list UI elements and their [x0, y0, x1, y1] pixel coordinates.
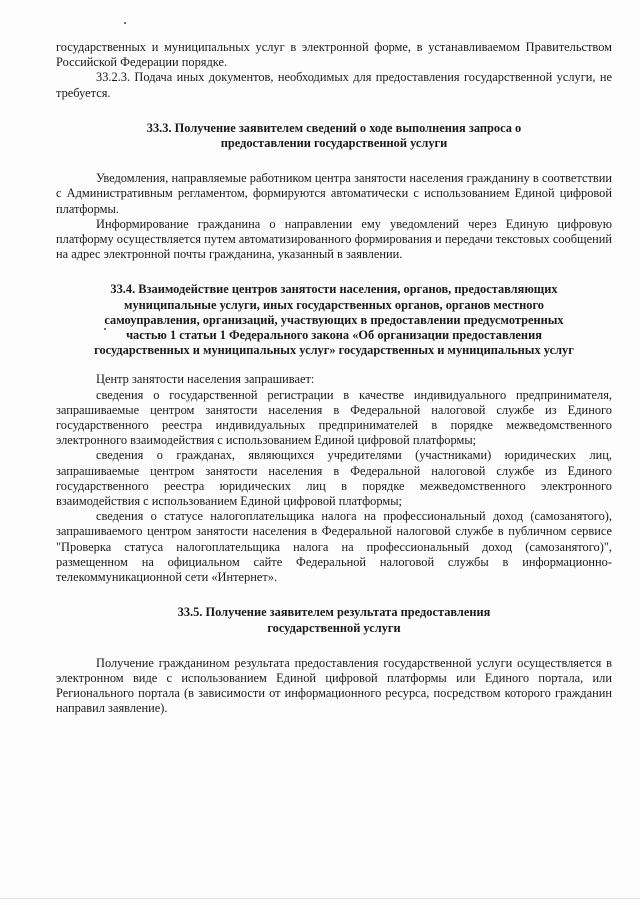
- section-heading-33-5: 33.5. Получение заявителем результата предоставления государственной услуги: [177, 605, 491, 635]
- list-item: сведения о гражданах, являющихся учредителями (участниками) юридических лиц, запрашиваемые центром занятости населения в Федеральной налоговой службе из Единого государственного реестра юридических лиц в порядке межведомственного электронного взаимодействия с использованием Единой цифровой платформы;: [56, 448, 612, 509]
- section-heading-33-3: 33.3. Получение заявителем сведений о ходе выполнения запроса о предоставлении государственной услуги: [146, 120, 522, 151]
- document-body: [56, 40, 612, 717]
- list-item: сведения о статусе налогоплательщика налога на профессиональный доход (самозанятого), запрашиваемого центром занятости населения в Федеральной налоговой службе в публичном сервисе "Проверка статуса налогоплательщика налога на профессиональный доход (самозанятого)", размещенном на официальном сайте Федеральной налоговой службы в информационно-телекоммуникационной сети «Интернет».: [56, 509, 612, 585]
- list-item: сведения о государственной регистрации в качестве индивидуального предпринимателя, запрашиваемые центром занятости населения в Федеральной налоговой службе из Единого государственного реестра индивидуальных предпринимателей в порядке межведомственного электронного взаимодействия с использованием Единой цифровой платформы;: [56, 387, 612, 448]
- scan-speck: [124, 22, 126, 24]
- section-heading-33-4: 33.4. Взаимодействие центров занятости населения, органов, предоставляющих муниципальные услуги, иных государственных органов, органов местного самоуправления, организаций, участвующих в предоставлении предусмотренных частью 1 статьи 1 Федерального закона «Об организации предоставления государственных и муниципальных услуг» государственных и муниципальных услуг: [94, 282, 574, 358]
- paragraph: Получение гражданином результата предоставления государственной услуги осуществляется в электронном виде с использованием Единой цифровой платформы или Единого портала, или Регионального портала (в зависимости от информационного ресурса, посредством которого гражданин направил заявление).: [56, 655, 612, 716]
- paragraph-33-2-3: 33.2.3. Подача иных документов, необходимых для предоставления государственной услуги, не требуется.: [56, 70, 612, 100]
- paragraph: государственных и муниципальных услуг в электронной форме, в устанавливаемом Правительством Российской Федерации порядке.: [56, 40, 612, 70]
- paragraph: Уведомления, направляемые работником центра занятости населения гражданину в соответствии с Административным регламентом, формируются автоматически с использованием Единой цифровой платформы.: [56, 171, 612, 216]
- page-edge: [0, 898, 640, 899]
- paragraph: Информирование гражданина о направлении ему уведомлений через Единую цифровую платформу осуществляется путем автоматизированного формирования и передачи текстовых сообщений на адрес электронной почты гражданина, указанный в заявлении.: [56, 216, 612, 262]
- paragraph: Центр занятости населения запрашивает:: [96, 372, 315, 387]
